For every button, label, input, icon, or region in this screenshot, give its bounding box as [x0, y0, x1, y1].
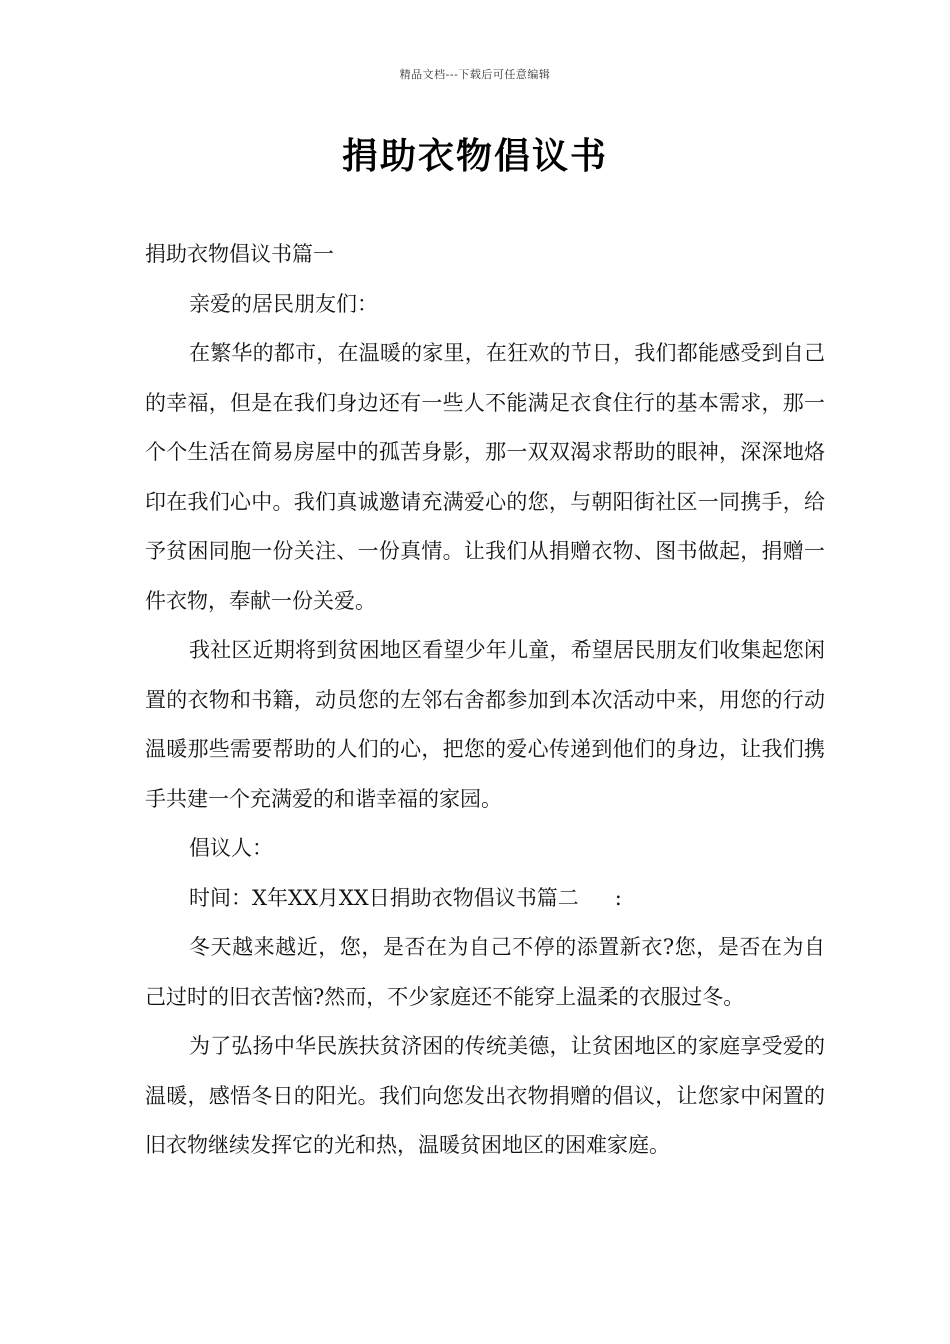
paragraph-2: 我社区近期将到贫困地区看望少年儿童，希望居民朋友们收集起您闲置的衣物和书籍，动员您的左邻右舍都参加到本次活动中来，用您的行动温暖那些需要帮助的人们的心，把您的爱心传递到他们的身边，让我们携手共建一个充满爱的和谐幸福的家园。 [145, 638, 825, 811]
time-line-colon: : [614, 885, 622, 910]
document-body [145, 230, 825, 1171]
time-line [145, 874, 825, 924]
paragraph-1: 在繁华的都市，在温暖的家里，在狂欢的节日，我们都能感受到自己的幸福，但是在我们身边还有一些人不能满足衣食住行的基本需求，那一个个生活在简易房屋中的孤苦身影，那一双双渴求帮助的眼神，深深地烙印在我们心中。我们真诚邀请充满爱心的您，与朝阳街社区一同携手，给予贫困同胞一份关注、一份真情。让我们从捐赠衣物、图书做起，捐赠一件衣物，奉献一份关爱。 [145, 341, 825, 613]
time-line-text: 时间：X年XX月XX日捐助衣物倡议书篇二 [189, 885, 579, 910]
signer-line: 倡议人： [189, 836, 273, 860]
paragraph-4: 为了弘扬中华民族扶贫济困的传统美德，让贫困地区的家庭享受爱的温暖，感悟冬日的阳光。我们向您发出衣物捐赠的倡议，让您家中闲置的旧衣物继续发挥它的光和热，温暖贫困地区的困难家庭。 [145, 1034, 825, 1157]
page-header: 精品文档---下载后可任意编辑 [399, 68, 551, 81]
document-title: 捐助衣物倡议书 [341, 135, 608, 177]
paragraph-3: 冬天越来越近，您，是否在为自己不停的添置新衣?您，是否在为自己过时的旧衣苦恼?然而，不少家庭还不能穿上温柔的衣服过冬。 [145, 935, 825, 1009]
salutation: 亲爱的居民朋友们： [189, 291, 378, 316]
section-heading: 捐助衣物倡议书篇一 [145, 242, 334, 266]
